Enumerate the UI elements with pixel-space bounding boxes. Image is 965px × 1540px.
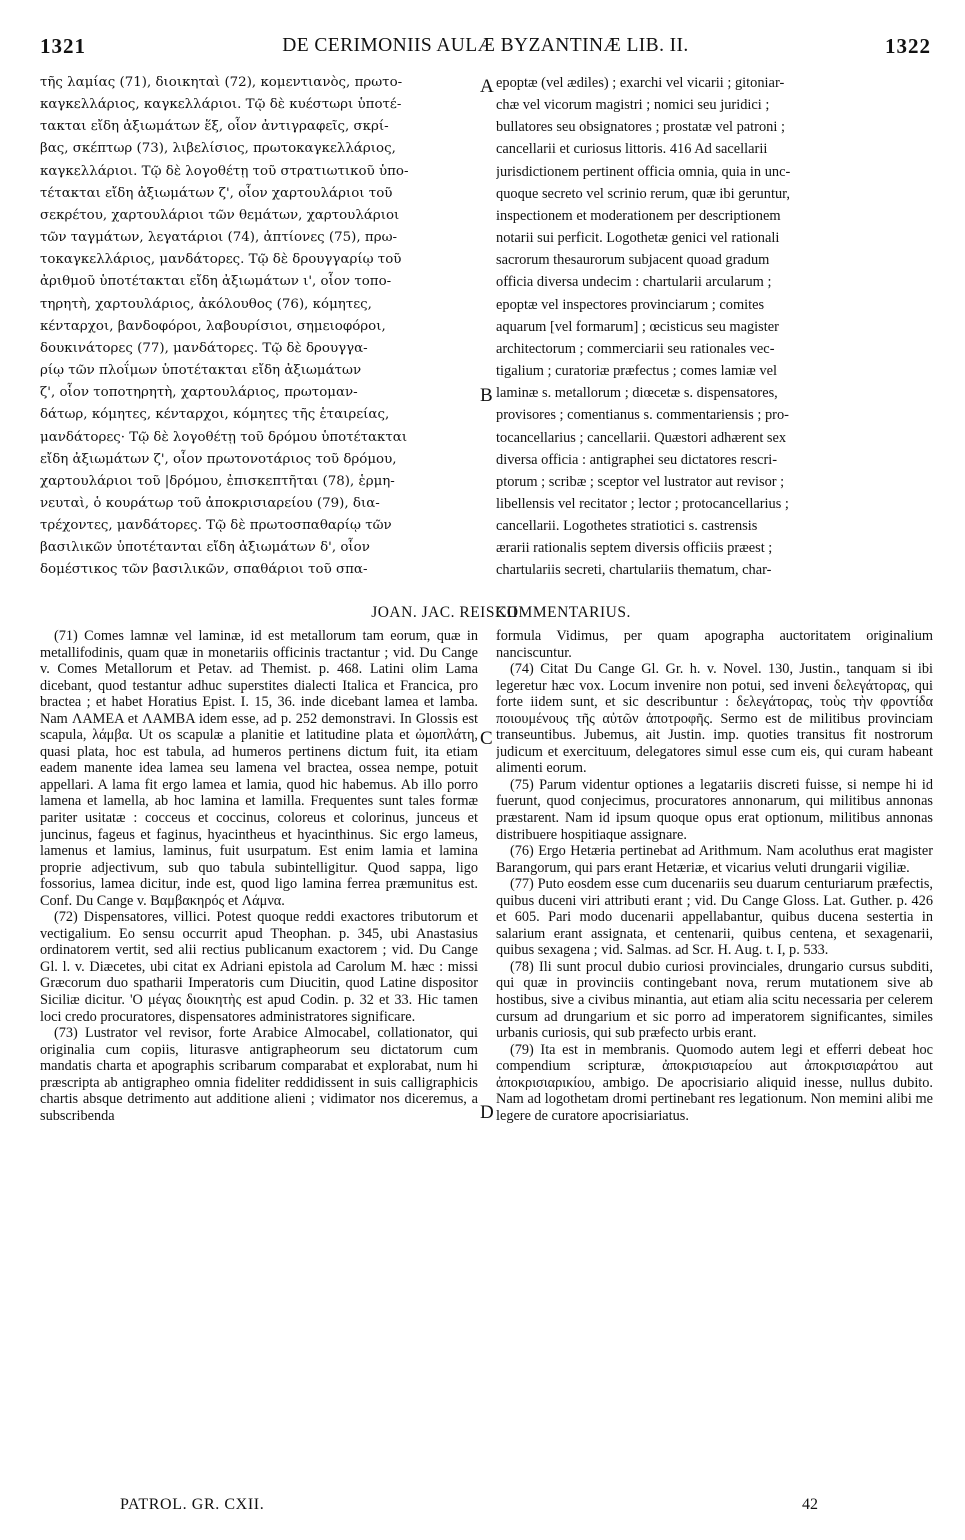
latin-line: cancellarii et curiosus littoris. 416 Ad sacellarii (496, 141, 768, 158)
commentary-note: formula Vidimus, per quam apographa auctoritatem originalium nanciscuntur. (496, 628, 933, 661)
latin-line: tigalium ; curatoriæ præfectus ; comes lamiæ vel (496, 363, 777, 380)
commentary-right-column (496, 628, 933, 1468)
commentary-note: (71) Comes lamnæ vel laminæ, id est metallorum tam eorum, quæ in metallifodinis, quam quæ in monetariis officinis tractantur ; vid. Du Cange v. Comes Metallorum et Petav. ad Themist. p. 468. Latini olim Lama dicebant, quod testantur adhuc superstites dialecti Italica et Francica, pro bractea ; et habet Horatius Epist. I. 15, 36. inde dicebant lamea et lamba. Nam ΛΑΜΕΑ et ΛΑΜΒΑ idem esse, ad p. 252 demonstravi. In Glossis est scapula, λάμβα. Ut os scapulæ a planitie et latitudine plata et ὠμοπλάτη, quasi plata, hoc est tabula, ad humeros pertinens dictum fuit, ita etiam eadem manente idea lamea seu lamena vel bractea, ossea nempe, potuit appellari. A lama fit ergo lamea et lamia, quod hic habemus. Ab illo porro lamena et lamella, ab hoc lamina et lamilla. Frequentes sunt tales formæ pariter usitatæ : cocceus et coccinus, coloreus et colorinus, junceus et juncinus, fageus et faginus, hyacintheus et hyacinthinus. Sic ergo lameus, lamenus et lamius, laminus, fuit usurpatum. Est enim lamia et lamina proprie adjectivum, sub quo tabula subintelligitur. Quod sappa, ligo fossorius, lamea dicitur, inde est, quod ligo lamina ferrea præmunitus est. Conf. Du Cange v. Βαμβακηρός et Λάμνα. (40, 628, 478, 909)
commentary-note: (72) Dispensatores, villici. Potest quoque reddi exactores tributorum et vectigalium. Eo sensu occurrit apud Theophan. p. 345, ubi Anastasius ordinatorem vertit, sed alii rectius publicanum exactorem ; vid. Du Cange Gl. l. v. Diæcetes, ubi citat ex Adriani epistola ad Carolum M. hæc : missi Græcorum duo spatharii Imperatoris cum Diucitin, quod Latine dispositor Siciliæ dicitur. 'Ο μέγας διοικητὴς est apud Codin. p. 32 et 33. Hic tamen loci credo procuratores, dispensatores administratores significare. (40, 909, 478, 1025)
margin-marker-b: B (480, 385, 493, 406)
footer-signature: 42 (802, 1496, 818, 1513)
commentary-heading-title: COMMENTARIUS. (496, 604, 631, 621)
latin-line: epoptæ (vel ædiles) ; exarchi vel vicarii ; gitoniar- (496, 75, 785, 91)
greek-line: βασιλικῶν ὑποτέτανται εἴδη ἀξιωμάτων δ', οἷον (40, 540, 370, 556)
greek-line: σεκρέτου, χαρτουλάριοι τῶν θεμάτων, χαρτουλάριοι (40, 207, 400, 223)
page-number-right: 1322 (885, 34, 931, 58)
greek-line: δουκινάτορες (77), μανδάτορες. Τῷ δὲ δρουγγα- (40, 340, 368, 356)
commentary-note: (75) Parum videntur optiones a legatariis discreti fuisse, si nempe hi id fuerunt, quod conjecimus, procuratores annonarum, qui militibus annonas præstarent. Nam id ipsum quoque opus erat optionum, militibus annonas distribuere hospitiaque assignare. (496, 776, 933, 843)
commentary-note: (78) Ili sunt procul dubio curiosi provinciales, drungario cursus subditi, qui quæ in provinciis contingebant nova, rerum mutationem sive ab hostibus, sive a civibus minantia, aut etiam alia scitu necessaria per celerem cursum ad drungarium et sic porro ad imperatorem significantes, similes urbanis curiosis, qui sub præfecto urbis erant. (496, 958, 933, 1042)
latin-line: provisores ; comentianus s. commentariensis ; pro- (496, 407, 789, 424)
commentary-heading (40, 604, 931, 624)
greek-line: κένταρχοι, βανδοφόροι, λαβουρίσιοι, σημειοφόροι, (40, 318, 386, 334)
latin-line: bullatores seu obsignatores ; prostatæ vel patroni ; (496, 119, 785, 136)
greek-text-column (40, 72, 478, 600)
latin-line: ærarii rationalis septem diversis officiis præest ; (496, 540, 773, 557)
page-number-left: 1321 (40, 34, 86, 58)
margin-marker-a: A (480, 76, 494, 97)
commentary-note: (77) Puto eosdem esse cum ducenariis seu duarum centuriarum præfectis, quibus duceni viri attributi erant ; vid. Du Cange Gloss. Lat. Guther. p. 426 et 605. Pari modo ducenarii appellabantur, quibus ducena sestertia in salarium erant assignata, et centenarii, quibus centena, et sexagenarii, quibus sexagena ; vid. Salmas. ad Scr. H. Aug. t. I, p. 533. (496, 876, 933, 959)
greek-line: τέτακται εἴδη ἀξιωμάτων ζ', οἷον χαρτουλάριοι τοῦ (40, 185, 393, 201)
commentary-left-column (40, 628, 478, 1468)
latin-translation-column (496, 72, 933, 600)
latin-line: sacrorum thesaurorum subjacent quoad gradum (496, 252, 770, 269)
greek-line: ρίῳ τῶν πλοΐμων ὑποτέτακται εἴδη ἀξιωμάτων (40, 363, 362, 379)
running-title: DE CERIMONIIS AULÆ BYZANTINÆ LIB. II. (282, 35, 689, 56)
commentary-note: (73) Lustrator vel revisor, forte Arabice Almocabel, collationator, qui originalia cum copiis, liturasve antigrapheorum seu dictatorum cum mandatis charta et apographis scribarum comparabat et explorabat, num hi præscripta ab antigrapheo omnia fideliter reddidissent in suis calligraphicis chartis absque detrimento aut additione alieni ; vidimator nos diceremus, a subscribenda (40, 1025, 478, 1124)
commentary-note: (74) Citat Du Cange Gl. Gr. h. v. Novel. 130, Justin., tanquam si ibi legeretur hæc vox. Locum invenire non potui, sed inveni δελεγάτορας, qui forte iidem sunt, et sic describuntur : δελεγάτορας, τοὺς τὴν φροντίδα ποιουμένους τῆς αὐτῶν ἀποτροφῆς. Sermo est de militibus provinciam transeuntibus. Jubemus, ait Justin. imp. quoties transitus fit nostrorum judicum et exercituum, delegatores simul esse cum eis, qui curam habeant alimenti eorum. (496, 661, 933, 777)
margin-marker-d: D (480, 1102, 494, 1123)
margin-marker-c: C (480, 728, 493, 749)
latin-line: tocancellarius ; cancellarii. Quæstori adhærent sex (496, 429, 787, 446)
latin-line: diversa officia : antigraphei seu dictatores rescri- (496, 451, 778, 468)
footer-volume: PATROL. GR. CXII. (120, 1496, 265, 1513)
latin-line: notarii sui perficit. Logothetæ genici vel rationali (496, 230, 780, 247)
commentary-heading-author: JOAN. JAC. REISKII (371, 604, 518, 621)
greek-line: ἀριθμοῦ ὑποτέτακται εἴδη ἀξιωμάτων ι', οἷον τοπο- (40, 274, 392, 290)
greek-line: τακται εἴδη ἀξιωμάτων ἕξ, οἷον ἀντιγραφεῖς, σκρί- (40, 119, 389, 135)
greek-line: καγκελλάριοι. Τῷ δὲ λογοθέτῃ τοῦ στρατιωτικοῦ ὑπο- (40, 163, 409, 179)
latin-line: cancellarii. Logothetes stratiotici s. castrensis (496, 518, 758, 535)
greek-line: τῆς λαμίας (71), διοικηταὶ (72), κομεντιανὸς, πρωτο- (40, 75, 403, 90)
greek-line: καγκελλάριος, καγκελλάριοι. Τῷ δὲ κυέστωρι ὑποτέ- (40, 97, 402, 113)
latin-line: architectorum ; commerciarii seu rationales vec- (496, 340, 775, 357)
greek-line: μανδάτορες· Τῷ δὲ λογοθέτῃ τοῦ δρόμου ὑποτέτακται (40, 429, 408, 445)
latin-line: epoptæ vel inspectores provinciarum ; comites (496, 296, 765, 313)
greek-line: εἴδη ἀξιωμάτων ζ', οἷον πρωτονοτάριος τοῦ δρόμου, (40, 451, 397, 467)
latin-line: aquarum [vel formarum] ; œcisticus seu magister (496, 318, 779, 335)
greek-line: τρέχοντες, μανδάτορες. Τῷ δὲ πρωτοσπαθαρίῳ τῶν (40, 518, 392, 534)
greek-line: δάτωρ, κόμητες, κένταρχοι, κόμητες τῆς ἑταιρείας, (40, 407, 390, 423)
latin-line: ptorum ; scribæ ; sceptor vel lustrator aut revisor ; (496, 473, 785, 490)
commentary-note: (79) Ita est in membranis. Quomodo autem legi et efferri debeat hoc compendium scripturæ, ἀποκρισιαρείου aut ἀποκρισιαράτου aut ἀποκρισιαρικίου, ambigo. De apocrisiario aliquid inesse, nullus dubito. Nam ad logothetam dromi pertinebant res legationum. Non memini alibi me legere de curatore apocrisiariatus. (496, 1041, 933, 1124)
greek-line: χαρτουλάριοι τοῦ |δρόμου, ἐπισκεπτῆται (78), ἑρμη- (40, 473, 395, 489)
greek-line: τῶν ταγμάτων, λεγατάριοι (74), ἀπτίονες (75), πρω- (40, 230, 398, 246)
greek-line: νευταὶ, ὁ κουράτωρ τοῦ ἀποκρισιαρείου (79), δια- (40, 495, 380, 511)
greek-line: βας, σκέπτωρ (73), λιβελίσιος, πρωτοκαγκελλάριος, (40, 141, 396, 157)
latin-line: inspectionem et moderationem per descriptionem (496, 207, 781, 224)
latin-line: laminæ s. metallorum ; diœcetæ s. dispensatores, (496, 385, 778, 402)
latin-line: quoque secreto vel scrinio rerum, quæ ibi geruntur, (496, 185, 790, 202)
greek-line: τοκαγκελλάριος, μανδάτορες. Τῷ δὲ δρουγγαρίῳ τοῦ (40, 252, 402, 268)
latin-line: officia diversa undecim : chartularii arcularum ; (496, 274, 772, 291)
greek-line: δομέστικος τῶν βασιλικῶν, σπαθάριοι τοῦ σπα- (40, 562, 368, 578)
latin-line: chartulariis secreti, chartulariis thematum, char- (496, 562, 772, 579)
latin-line: jurisdictionem pertinent officia omnia, quia in unc- (496, 163, 791, 180)
commentary-note: (76) Ergo Hetæria pertinebat ad Arithmum. Nam acoluthus erat magister Barangorum, qui pars erant Hetæriæ, et vicarius veluti drungarii vigiliæ. (496, 843, 933, 876)
latin-line: libellensis vel recitator ; lector ; protocancellarius ; (496, 495, 789, 512)
page-header (40, 34, 931, 64)
latin-line: chæ vel vicorum magistri ; nomici seu juridici ; (496, 97, 770, 114)
greek-line: τηρητὴ, χαρτουλάριος, ἀκόλουθος (76), κόμητες, (40, 296, 372, 312)
greek-line: ζ', οἷον τοποτηρητὴ, χαρτουλάριος, πρωτομαν- (40, 385, 358, 401)
